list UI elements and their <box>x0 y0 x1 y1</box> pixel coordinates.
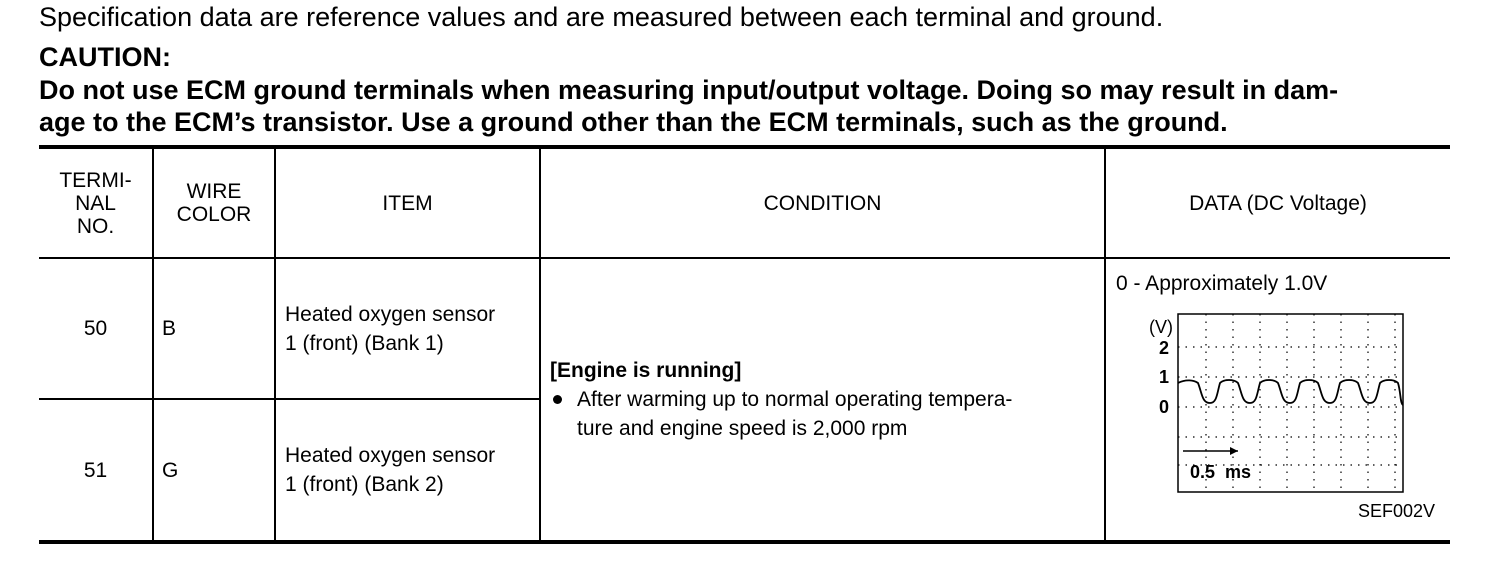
wire-color-cell: B <box>153 258 275 399</box>
wire-color-cell: G <box>153 399 275 542</box>
scope-tick-label: 0 <box>1158 397 1169 417</box>
terminal-cell: 51 <box>83 458 108 482</box>
header-wire-color: WIRE COLOR <box>153 147 275 258</box>
voltage-waveform <box>1178 380 1403 405</box>
caution-body <box>39 74 1459 138</box>
bullet-icon <box>553 395 562 404</box>
item-cell: Heated oxygen sensor 1 (front) (Bank 2) <box>275 399 540 542</box>
scope-tick-label: 2 <box>1158 338 1169 358</box>
header-data: DATA (DC Voltage) <box>1105 147 1450 258</box>
data-cell <box>1105 258 1450 542</box>
header-terminal-no: TERMI- NAL NO. <box>39 147 153 258</box>
caution-line-2: age to the ECM’s transistor. Use a ground other than the ECM terminals, such as the ground. <box>39 107 1228 137</box>
data-range-text: 0 - Approximately 1.0V <box>1116 272 1328 295</box>
scope-tick-label: 1 <box>1158 367 1169 387</box>
condition-cell <box>540 258 1105 542</box>
intro-text: Specification data are reference values and are measured between each terminal and ground. <box>39 2 1164 32</box>
terminal-spec-table <box>39 145 1450 544</box>
caution-line-1: Do not use ECM ground terminals when measuring input/output voltage. Doing so may result in dam- <box>39 75 1339 105</box>
scope-unit-label: (V) <box>1149 317 1173 337</box>
header-item: ITEM <box>275 147 540 258</box>
condition-heading: [Engine is running] <box>550 359 742 382</box>
time-scale-label: 0.5 ms <box>1190 462 1252 482</box>
terminal-cell: 50 <box>39 258 153 399</box>
figure-code: SEF002V <box>1357 501 1435 521</box>
table-row <box>39 258 1450 399</box>
table-header-row <box>39 147 1450 258</box>
caution-title: CAUTION: <box>39 42 171 72</box>
header-condition: CONDITION <box>540 147 1105 258</box>
item-cell: Heated oxygen sensor 1 (front) (Bank 1) <box>275 258 540 399</box>
condition-bullet: After warming up to normal operating tempera- ture and engine speed is 2,000 rpm <box>550 385 1104 443</box>
arrow-head-icon <box>1230 447 1238 455</box>
